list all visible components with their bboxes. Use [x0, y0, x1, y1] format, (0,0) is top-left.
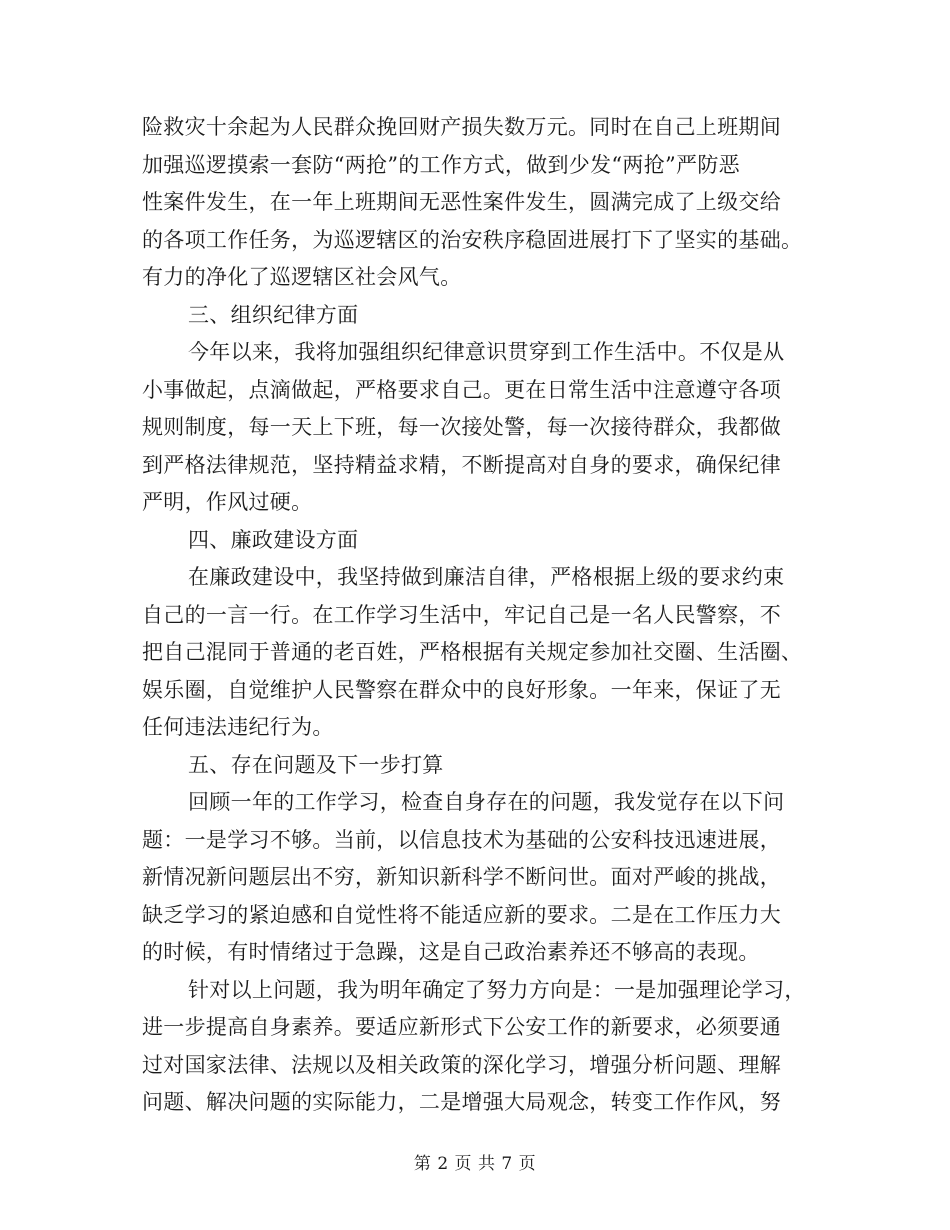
- text-line: 任何违法违纪行为。: [142, 715, 334, 739]
- text-line: 的各项工作任务，为巡逻辖区的治安秩序稳固进展打下了坚实的基础。: [142, 228, 803, 252]
- text-line: 的时候，有时情绪过于急躁，这是自己政治素养还不够高的表现。: [142, 940, 760, 964]
- text-line: 进一步提高自身素养。要适应新形式下公安工作的新要求，必须要通: [142, 1015, 781, 1039]
- text-line: 问题、解决问题的实际能力，二是增强大局观念，转变工作作风，努: [142, 1090, 781, 1114]
- text-line: 把自己混同于普通的老百姓，严格根据有关规定参加社交圈、生活圈、: [142, 640, 803, 664]
- text-line: 加强巡逻摸索一套防“两抢”的工作方式，做到少发“两抢”严防恶: [142, 153, 740, 177]
- page-number: 第 2 页 共 7 页: [413, 1154, 537, 1174]
- text-line: 回顾一年的工作学习，检查自身存在的问题，我发觉存在以下问: [188, 790, 785, 814]
- text-line: 性案件发生，在一年上班期间无恶性案件发生，圆满完成了上级交给: [142, 190, 781, 214]
- text-line: 针对以上问题，我为明年确定了努力方向是：一是加强理论学习，: [188, 978, 806, 1002]
- section-heading: 四、廉政建设方面: [188, 528, 359, 552]
- text-line: 过对国家法律、法规以及相关政策的深化学习，增强分析问题、理解: [142, 1053, 781, 1077]
- text-line: 娱乐圈，自觉维护人民警察在群众中的良好形象。一年来，保证了无: [142, 678, 781, 702]
- section-heading: 三、组织纪律方面: [188, 303, 359, 327]
- text-line: 有力的净化了巡逻辖区社会风气。: [142, 265, 462, 289]
- text-line: 在廉政建设中，我坚持做到廉洁自律，严格根据上级的要求约束: [188, 565, 785, 589]
- text-line: 今年以来，我将加强组织纪律意识贯穿到工作生活中。不仅是从: [188, 340, 785, 364]
- text-line: 缺乏学习的紧迫感和自觉性将不能适应新的要求。二是在工作压力大: [142, 903, 781, 927]
- text-line: 新情况新问题层出不穷，新知识新科学不断问世。面对严峻的挑战，: [142, 865, 781, 889]
- text-line: 到严格法律规范，坚持精益求精，不断提高对自身的要求，确保纪律: [142, 453, 781, 477]
- text-line: 自己的一言一行。在工作学习生活中，牢记自己是一名人民警察，不: [142, 603, 781, 627]
- text-line: 规则制度，每一天上下班，每一次接处警，每一次接待群众，我都做: [142, 415, 781, 439]
- text-line: 严明，作风过硬。: [142, 490, 313, 514]
- text-line: 小事做起，点滴做起，严格要求自己。更在日常生活中注意遵守各项: [142, 378, 781, 402]
- text-line: 险救灾十余起为人民群众挽回财产损失数万元。同时在自己上班期间: [142, 115, 781, 139]
- text-line: 题：一是学习不够。当前，以信息技术为基础的公安科技迅速进展，: [142, 828, 781, 852]
- section-heading: 五、存在问题及下一步打算: [188, 753, 444, 777]
